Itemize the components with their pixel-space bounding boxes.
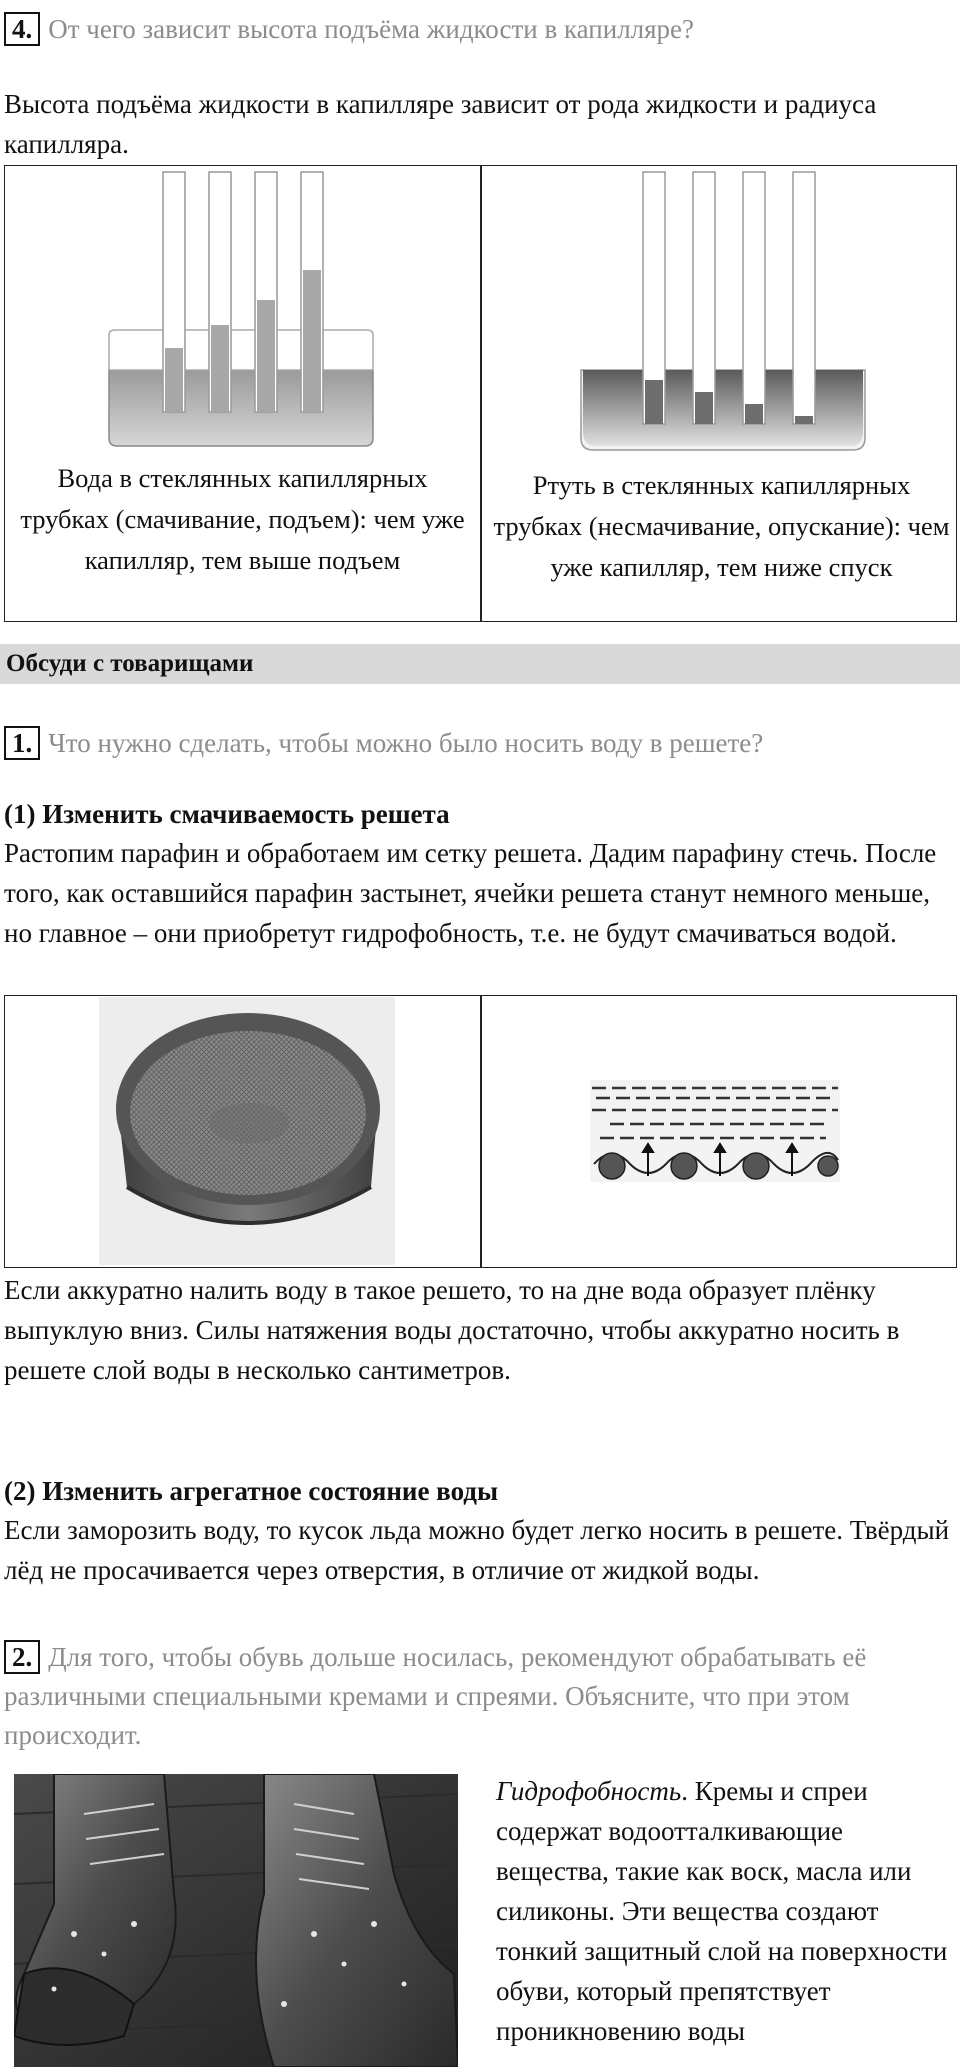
q1-paragraph-3: Если заморозить воду, то кусок льда можно будет легко носить в решете. Твёрдый лёд не просачивается через отверстия, в отличие от жидкой воды.: [4, 1515, 950, 1585]
hydrophobic-mesh-diagram: [590, 1080, 840, 1182]
q2-question: Для того, чтобы обувь дольше носилась, рекомендуют обрабатывать её различными специальными кремами и спреями. Объясните, что при этом происходит.: [4, 1642, 867, 1750]
wet-boots-photo: [14, 1774, 458, 2067]
q4-question: От чего зависит высота подъёма жидкости в капилляре?: [48, 14, 695, 44]
discuss-heading: Обсуди с товарищами: [0, 644, 960, 684]
q4-number: 4.: [4, 12, 40, 46]
sieve-photo: [99, 997, 395, 1265]
table-divider: [480, 996, 482, 1267]
q1-question: Что нужно сделать, чтобы можно было носить воду в решете?: [48, 728, 764, 758]
q2-answer: [496, 1771, 954, 2051]
caption-water: Вода в стеклянных капиллярных трубках (смачивание, подъем): чем уже капилляр, тем выше подъем: [20, 463, 465, 575]
q4-answer: Высота подъёма жидкости в капилляре зависит от рода жидкости и радиуса капилляра.: [4, 89, 877, 159]
q1-question-line: [4, 724, 954, 762]
water-capillaries-illustration: [101, 170, 381, 450]
q2-answer-text: . Кремы и спреи содержат водоотталкивающие вещества, такие как воск, масла или силиконы. Эти вещества создают тонкий защитный слой на поверхности обуви, который препятствует проникновению воды: [496, 1776, 948, 2046]
q1-subheading-2: (2) Изменить агрегатное состояние воды: [4, 1476, 499, 1506]
q1-subheading-1: (1) Изменить смачиваемость решета: [4, 799, 450, 829]
q4-question-line: [4, 10, 954, 48]
caption-mercury: Ртуть в стеклянных капиллярных трубках (несмачивание, опускание): чем уже капилляр, тем ниже спуск: [493, 470, 950, 582]
capillary-table: [4, 165, 957, 622]
mercury-capillaries-illustration: [573, 170, 873, 460]
q2-question-line: [4, 1638, 954, 1755]
q2-answer-term: Гидрофобность: [496, 1776, 682, 1806]
q2-number: 2.: [4, 1640, 40, 1674]
q1-paragraph-1: Растопим парафин и обработаем им сетку решета. Дадим парафину стечь. После того, как оставшийся парафин застынет, ячейки решета станут немного меньше, но главное – они приобретут гидрофобность, т.е. не будут смачиваться водой.: [4, 838, 937, 948]
q1-number: 1.: [4, 726, 40, 760]
q1-paragraph-2: Если аккуратно налить воду в такое решето, то на дне вода образует плёнку выпуклую вниз. Силы натяжения воды достаточно, чтобы аккуратно носить в решете слой воды в несколько сантиметров.: [4, 1275, 900, 1385]
sieve-table: [4, 995, 957, 1268]
table-divider: [480, 166, 482, 621]
